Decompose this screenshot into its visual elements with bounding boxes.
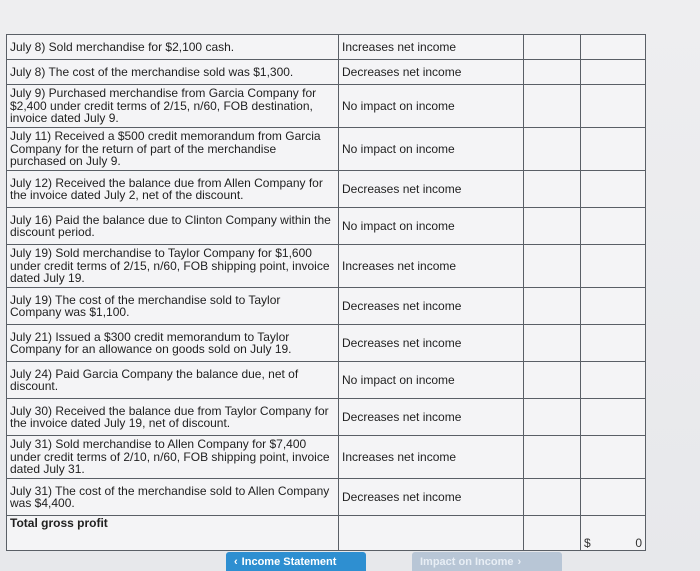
total-amount-cell [581,516,646,551]
table-row [7,325,646,362]
transaction-description: July 31) The cost of the merchandise sold to Allen Company was $4,400. [7,479,339,516]
transaction-description: July 16) Paid the balance due to Clinton Company within the discount period. [7,208,339,245]
total-effect-cell [339,516,524,551]
income-effect-select[interactable]: Decreases net income [339,479,524,516]
amount-input[interactable] [524,362,581,399]
chevron-right-icon: › [517,555,522,568]
income-effect-select[interactable]: No impact on income [339,208,524,245]
amount-input[interactable] [581,35,646,60]
amount-input[interactable] [581,399,646,436]
amount-input[interactable] [524,171,581,208]
amount-input[interactable] [524,245,581,288]
table-row [7,171,646,208]
transaction-description: July 12) Received the balance due from Allen Company for the invoice dated July 2, net of the discount. [7,171,339,208]
total-gross-profit-value: 0 [635,535,642,550]
table-row [7,128,646,171]
chevron-left-icon: ‹ [234,555,238,568]
transaction-description: July 30) Received the balance due from Taylor Company for the invoice dated July 19, net of discount. [7,399,339,436]
income-effect-select[interactable]: Decreases net income [339,325,524,362]
transaction-description: July 11) Received a $500 credit memorandum from Garcia Company for the return of part of the merchandise purchased on July 9. [7,128,339,171]
amount-input[interactable] [581,128,646,171]
amount-input[interactable] [581,208,646,245]
income-impact-table [6,34,646,551]
table-row [7,60,646,85]
amount-input[interactable] [581,171,646,208]
amount-input[interactable] [524,288,581,325]
transaction-description: July 9) Purchased merchandise from Garcia Company for $2,400 under credit terms of 2/15, n/60, FOB destination, invoice dated July 9. [7,85,339,128]
amount-input[interactable] [524,35,581,60]
income-effect-select[interactable]: No impact on income [339,85,524,128]
transaction-description: July 19) The cost of the merchandise sold to Taylor Company was $1,100. [7,288,339,325]
amount-input[interactable] [581,362,646,399]
transaction-description: July 24) Paid Garcia Company the balance due, net of discount. [7,362,339,399]
amount-input[interactable] [524,479,581,516]
total-label: Total gross profit [7,516,339,551]
amount-input[interactable] [524,436,581,479]
table-row [7,436,646,479]
table-row [7,208,646,245]
transaction-description: July 21) Issued a $300 credit memorandum to Taylor Company for an allowance on goods sold on July 19. [7,325,339,362]
amount-input[interactable] [581,60,646,85]
amount-input[interactable] [581,479,646,516]
income-effect-select[interactable]: Decreases net income [339,60,524,85]
transaction-description: July 31) Sold merchandise to Allen Company for $7,400 under credit terms of 2/10, n/60, FOB shipping point, invoice dated July 31. [7,436,339,479]
next-tab-label: Impact on Income [420,555,514,568]
table-row [7,35,646,60]
prev-tab-button[interactable] [226,552,366,571]
bottom-nav [0,548,700,571]
table-row [7,362,646,399]
total-blank-cell [524,516,581,551]
amount-input[interactable] [581,325,646,362]
total-row [7,516,646,551]
amount-input[interactable] [524,85,581,128]
amount-input[interactable] [524,60,581,85]
amount-input[interactable] [581,85,646,128]
income-effect-select[interactable]: Decreases net income [339,399,524,436]
table-row [7,288,646,325]
income-effect-select[interactable]: Increases net income [339,35,524,60]
amount-input[interactable] [581,245,646,288]
income-effect-select[interactable]: Increases net income [339,436,524,479]
income-effect-select[interactable]: No impact on income [339,362,524,399]
table-row [7,479,646,516]
currency-symbol: $ [584,535,591,550]
table-row [7,245,646,288]
amount-input[interactable] [581,436,646,479]
amount-input[interactable] [524,325,581,362]
income-effect-select[interactable]: Decreases net income [339,288,524,325]
table-row [7,399,646,436]
transaction-description: July 8) Sold merchandise for $2,100 cash. [7,35,339,60]
prev-tab-label: Income Statement [241,555,337,568]
amount-input[interactable] [524,208,581,245]
income-effect-select[interactable]: Decreases net income [339,171,524,208]
transaction-description: July 19) Sold merchandise to Taylor Company for $1,600 under credit terms of 2/15, n/60, FOB shipping point, invoice dated July 19. [7,245,339,288]
amount-input[interactable] [524,399,581,436]
next-tab-button[interactable] [412,552,562,571]
amount-input[interactable] [581,288,646,325]
transaction-description: July 8) The cost of the merchandise sold was $1,300. [7,60,339,85]
income-effect-select[interactable]: No impact on income [339,128,524,171]
table-row [7,85,646,128]
income-effect-select[interactable]: Increases net income [339,245,524,288]
amount-input[interactable] [524,128,581,171]
